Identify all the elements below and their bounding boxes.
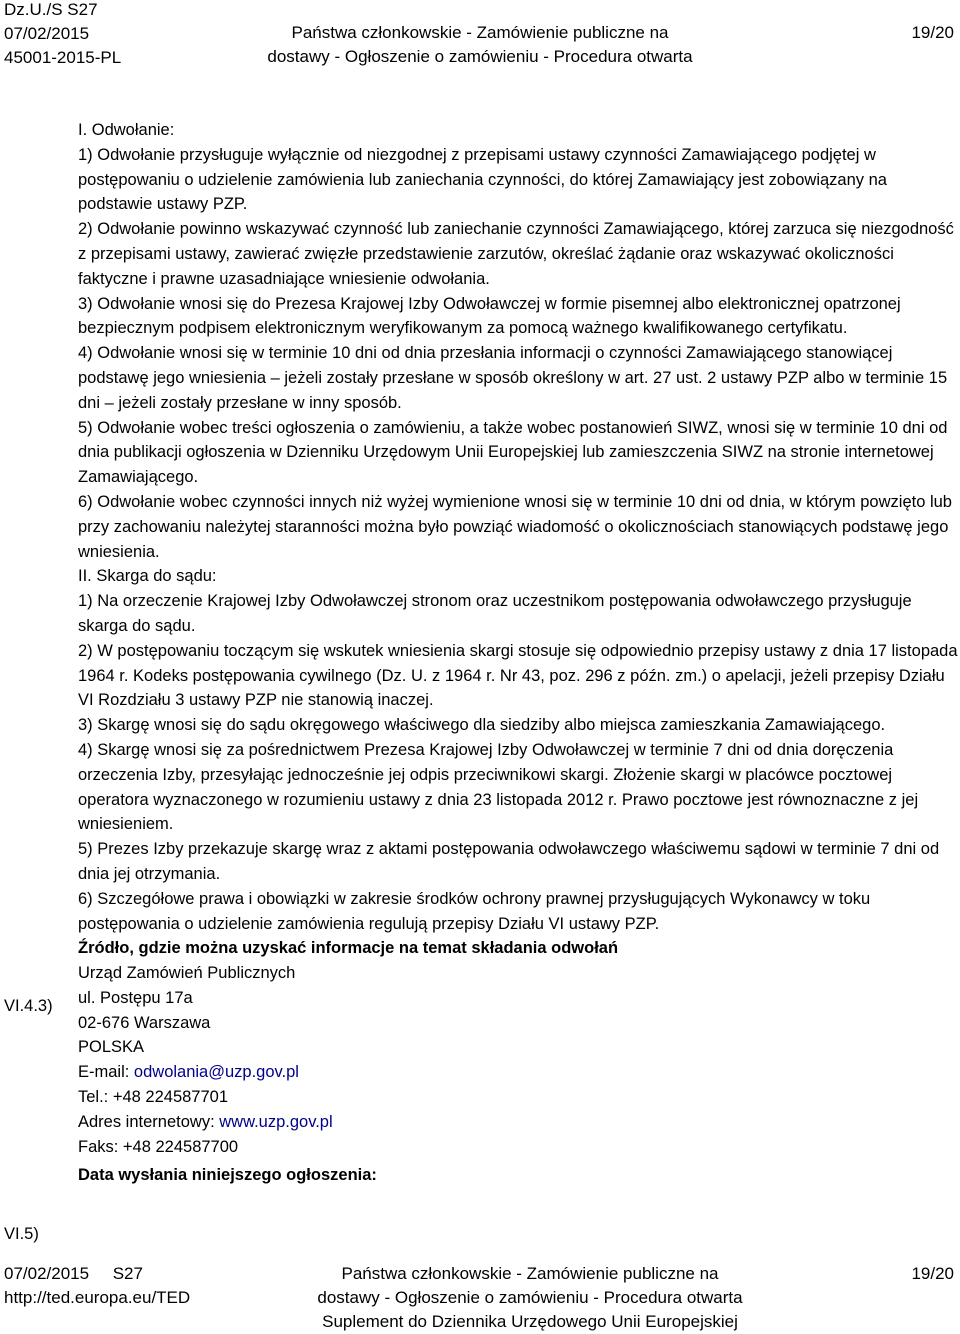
email-link[interactable]: odwolania@uzp.gov.pl [133, 1063, 299, 1082]
web-link[interactable]: www.uzp.gov.pl [219, 1112, 333, 1131]
header-date: 07/02/2015 [4, 24, 90, 43]
header-title-line2: dostawy - Ogłoszenie o zamówieniu - Procedura otwarta [267, 47, 693, 66]
appeal-source-phone: Tel.: +48 224587701 [78, 1088, 229, 1107]
footer-title-line1: Państwa członkowskie - Zamówienie publiczne na [341, 1264, 719, 1283]
dispatch-date-heading: Data wysłania niniejszego ogłoszenia: [78, 1166, 377, 1185]
header-page-number: 19/20 [911, 23, 954, 42]
section-number-vi-4-3: VI.4.3) [4, 997, 53, 1015]
body-paragraph: 1) Odwołanie przysługuje wyłącznie od niezgodnej z przepisami ustawy czynności Zamawiającego podjętej w postępowaniu o udzielenie zamówienia lub zaniechania czynności, do której Zamawiający jest zobowiązany na podstawie ustawy PZP. [78, 145, 887, 214]
email-label: E-mail: [78, 1063, 134, 1082]
footer-page-number: 19/20 [911, 1264, 954, 1283]
footer-url: http://ted.europa.eu/TED [4, 1288, 191, 1307]
appeal-source-country: POLSKA [78, 1038, 145, 1057]
appeal-source-fax: Faks: +48 224587700 [78, 1137, 239, 1156]
header-ref: Dz.U./S S27 [4, 0, 98, 19]
appeal-source-heading: Źródło, gdzie można uzyskać informacje na temat składania odwołań [78, 939, 619, 958]
appeal-source-city: 02-676 Warszawa [78, 1013, 211, 1032]
body-paragraph: 4) Odwołanie wnosi się w terminie 10 dni od dnia przesłania informacji o czynności Zamawiającego stanowiącej podstawę jego wniesienia – jeżeli zostały przesłane w sposób określony w art. 27 ust. 2 ustawy PZP albo w terminie 15 dni – jeżeli zostały przesłane w inny sposób. [78, 344, 948, 412]
header-title-line1: Państwa członkowskie - Zamówienie publiczne na [291, 23, 669, 42]
body-paragraph: 6) Odwołanie wobec czynności innych niż wyżej wymienione wnosi się w terminie 10 dni od dnia, w którym powzięto lub przy zachowaniu należytej staranności można było powziąć wiadomość o okolicznościach stanowiących podstawę jego wniesienia. [78, 492, 952, 561]
body-paragraph: 1) Na orzeczenie Krajowej Izby Odwoławczej stronom oraz uczestnikom postępowania odwoławczego przysługuje skarga do sądu. [78, 592, 912, 635]
appeal-source-street: ul. Postępu 17a [78, 988, 193, 1007]
body-paragraph: 4) Skargę wnosi się za pośrednictwem Prezesa Krajowej Izby Odwoławczej w terminie 7 dni od dnia doręczenia orzeczenia Izby, przesyłając jednocześnie jej odpis przeciwnikowi skargi. Złożenie skargi w placówce pocztowej operatora wyznaczonego w rozumieniu ustawy z dnia 23 listopada 2012 r. Prawo pocztowe jest równoznaczne z jej wniesieniem. [78, 740, 919, 834]
body-paragraph: 2) Odwołanie powinno wskazywać czynność lub zaniechanie czynności Zamawiającego, której zarzuca się niezgodność z przepisami ustawy, zawierać zwięzłe przedstawienie zarzutów, określać żądanie oraz wskazywać okoliczności faktyczne i prawne uzasadniające wniesienie odwołania. [78, 220, 954, 288]
footer-date-series: 07/02/2015 S27 [4, 1264, 143, 1283]
body-paragraph: 5) Odwołanie wobec treści ogłoszenia o zamówieniu, a także wobec postanowień SIWZ, wnosi się w terminie 10 dni od dnia publikacji ogłoszenia w Dzienniku Urzędowym Unii Europejskiej lub zamieszczenia SIWZ na stronie internetowej Zamawiającego. [78, 418, 948, 487]
body-paragraph: 3) Odwołanie wnosi się do Prezesa Krajowej Izby Odwoławczej w formie pisemnej albo elektronicznej opatrzonej bezpiecznym podpisem elektronicznym weryfikowanym za pomocą ważnego kwalifikowanego certyfikatu. [78, 294, 901, 338]
document-body [78, 118, 958, 1188]
appeal-source-web-line [78, 1110, 958, 1135]
body-paragraph: II. Skarga do sądu: [78, 567, 217, 586]
body-paragraph: 2) W postępowaniu toczącym się wskutek wniesienia skargi stosuje się odpowiednio przepisy ustawy z dnia 17 listopada 1964 r. Kodeks postępowania cywilnego (Dz. U. z 1964 r. Nr 43, poz. 296 z późn. zm.) o apelacji, jeżeli przepisy Działu VI Rozdziału 3 ustawy PZP nie stanowią inaczej. [78, 641, 958, 710]
body-paragraph: 5) Prezes Izby przekazuje skargę wraz z aktami postępowania odwoławczego właściwemu sądowi w terminie 7 dni od dnia jej otrzymania. [78, 840, 940, 883]
header-doc-id: 45001-2015-PL [4, 48, 122, 67]
body-paragraph: I. Odwołanie: [78, 121, 175, 139]
header-title [0, 21, 960, 69]
web-label: Adres internetowy: [78, 1112, 220, 1131]
body-paragraph: 6) Szczegółowe prawa i obowiązki w zakresie środków ochrony prawnej przysługujących Wykonawcy w toku postępowania o udzielenie zamówienia regulują przepisy Działu VI ustawy PZP. [78, 889, 871, 933]
page-footer [0, 1262, 960, 1334]
section-number-vi-5: VI.5) [4, 1225, 39, 1243]
page-header [0, 0, 960, 70]
appeal-source-org: Urząd Zamówień Publicznych [78, 964, 296, 983]
footer-title-line3: Suplement do Dziennika Urzędowego Unii Europejskiej [322, 1312, 738, 1331]
body-paragraph: 3) Skargę wnosi się do sądu okręgowego właściwego dla siedziby albo miejsca zamieszkania Zamawiającego. [78, 716, 886, 735]
appeal-source-email-line [78, 1060, 958, 1085]
footer-title [0, 1262, 960, 1334]
footer-title-line2: dostawy - Ogłoszenie o zamówieniu - Procedura otwarta [317, 1288, 743, 1307]
